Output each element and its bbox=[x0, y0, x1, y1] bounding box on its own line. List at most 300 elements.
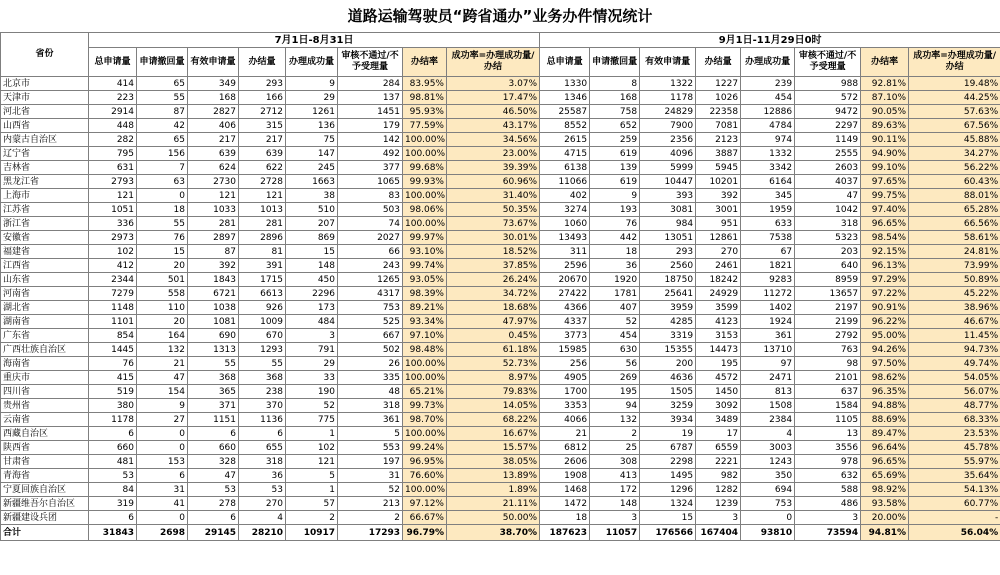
value-cell: 1013 bbox=[239, 203, 286, 217]
value-cell: 652 bbox=[590, 119, 640, 133]
value-cell: 97.22% bbox=[861, 287, 909, 301]
column-header: 办结量 bbox=[696, 48, 741, 77]
value-cell: 96.35% bbox=[861, 385, 909, 399]
province-cell: 山东省 bbox=[1, 273, 89, 287]
value-cell: 4905 bbox=[540, 371, 590, 385]
value-cell: 775 bbox=[286, 413, 338, 427]
value-cell: 753 bbox=[338, 301, 403, 315]
value-cell: 84 bbox=[89, 483, 137, 497]
value-cell: 5999 bbox=[640, 161, 696, 175]
value-cell: 11066 bbox=[540, 175, 590, 189]
table-row bbox=[1, 287, 1000, 301]
province-cell: 广东省 bbox=[1, 329, 89, 343]
value-cell: 4784 bbox=[741, 119, 795, 133]
table-row bbox=[1, 371, 1000, 385]
value-cell: 13710 bbox=[741, 343, 795, 357]
value-cell: 2199 bbox=[795, 315, 861, 329]
table-row bbox=[1, 441, 1000, 455]
value-cell: 41 bbox=[137, 497, 188, 511]
value-cell: 6 bbox=[89, 511, 137, 525]
value-cell: 501 bbox=[137, 273, 188, 287]
value-cell: 137 bbox=[338, 91, 403, 105]
value-cell: 100.00% bbox=[403, 217, 447, 231]
value-cell: 0 bbox=[137, 441, 188, 455]
column-header: 有效申请量 bbox=[640, 48, 696, 77]
value-cell: 31.40% bbox=[447, 189, 540, 203]
value-cell: 869 bbox=[286, 231, 338, 245]
value-cell: 18 bbox=[590, 245, 640, 259]
value-cell: 660 bbox=[188, 441, 239, 455]
value-cell: 3274 bbox=[540, 203, 590, 217]
value-cell: 371 bbox=[188, 399, 239, 413]
value-cell: 121 bbox=[89, 189, 137, 203]
value-cell: 100.00% bbox=[403, 371, 447, 385]
value-cell: 47 bbox=[137, 371, 188, 385]
value-cell: 50.00% bbox=[447, 511, 540, 525]
table-row bbox=[1, 343, 1000, 357]
value-cell: 46.50% bbox=[447, 105, 540, 119]
province-cell: 西藏自治区 bbox=[1, 427, 89, 441]
value-cell: 4096 bbox=[640, 147, 696, 161]
province-cell: 江西省 bbox=[1, 259, 89, 273]
value-cell: 281 bbox=[239, 217, 286, 231]
value-cell: 315 bbox=[239, 119, 286, 133]
value-cell: 361 bbox=[338, 413, 403, 427]
value-cell: 660 bbox=[89, 441, 137, 455]
value-cell: 195 bbox=[696, 357, 741, 371]
value-cell: 1584 bbox=[795, 399, 861, 413]
value-cell: 11272 bbox=[741, 287, 795, 301]
column-header: 办结量 bbox=[239, 48, 286, 77]
value-cell: 619 bbox=[590, 175, 640, 189]
column-header: 办结率 bbox=[403, 48, 447, 77]
value-cell: 640 bbox=[795, 259, 861, 273]
value-cell: 65.28% bbox=[909, 203, 1000, 217]
column-header: 申请撤回量 bbox=[590, 48, 640, 77]
value-cell: 1060 bbox=[540, 217, 590, 231]
value-cell: 10917 bbox=[286, 525, 338, 541]
value-cell: 4 bbox=[239, 511, 286, 525]
value-cell: 3342 bbox=[741, 161, 795, 175]
value-cell: 2298 bbox=[640, 455, 696, 469]
value-cell: 97.40% bbox=[861, 203, 909, 217]
value-cell: 6721 bbox=[188, 287, 239, 301]
value-cell: 18242 bbox=[696, 273, 741, 287]
province-cell: 吉林省 bbox=[1, 161, 89, 175]
value-cell: 25587 bbox=[540, 105, 590, 119]
value-cell: 87.10% bbox=[861, 91, 909, 105]
value-cell: 77.59% bbox=[403, 119, 447, 133]
value-cell: 203 bbox=[795, 245, 861, 259]
value-cell: 27422 bbox=[540, 287, 590, 301]
value-cell: 813 bbox=[741, 385, 795, 399]
value-cell: 988 bbox=[795, 77, 861, 91]
value-cell: 238 bbox=[239, 385, 286, 399]
column-header: 审核不通过/不予受理量 bbox=[338, 48, 403, 77]
value-cell: 31 bbox=[137, 483, 188, 497]
value-cell: 318 bbox=[239, 455, 286, 469]
value-cell: 187623 bbox=[540, 525, 590, 541]
value-cell: 73.99% bbox=[909, 259, 1000, 273]
value-cell: 2197 bbox=[795, 301, 861, 315]
province-cell: 黑龙江省 bbox=[1, 175, 89, 189]
value-cell: 4066 bbox=[540, 413, 590, 427]
value-cell: 92.81% bbox=[861, 77, 909, 91]
table-row bbox=[1, 259, 1000, 273]
value-cell: 502 bbox=[338, 343, 403, 357]
value-cell: 38.05% bbox=[447, 455, 540, 469]
value-cell: 7538 bbox=[741, 231, 795, 245]
value-cell: 3599 bbox=[696, 301, 741, 315]
value-cell: 96.64% bbox=[861, 441, 909, 455]
value-cell: 1402 bbox=[741, 301, 795, 315]
value-cell: 96.65% bbox=[861, 217, 909, 231]
value-cell: 20670 bbox=[540, 273, 590, 287]
value-cell: 667 bbox=[338, 329, 403, 343]
value-cell: 450 bbox=[286, 273, 338, 287]
value-cell: 96.95% bbox=[403, 455, 447, 469]
value-cell: 402 bbox=[540, 189, 590, 203]
value-cell: 2728 bbox=[239, 175, 286, 189]
value-cell: 318 bbox=[795, 217, 861, 231]
value-cell: 335 bbox=[338, 371, 403, 385]
value-cell: 12861 bbox=[696, 231, 741, 245]
value-cell: 93.10% bbox=[403, 245, 447, 259]
value-cell: 148 bbox=[286, 259, 338, 273]
value-cell: 2793 bbox=[89, 175, 137, 189]
value-cell: 96.13% bbox=[861, 259, 909, 273]
table-row bbox=[1, 91, 1000, 105]
value-cell: 53 bbox=[239, 483, 286, 497]
value-cell: 630 bbox=[590, 343, 640, 357]
value-cell: 2356 bbox=[640, 133, 696, 147]
value-cell: 1843 bbox=[188, 273, 239, 287]
value-cell: 67.56% bbox=[909, 119, 1000, 133]
value-cell: 50.89% bbox=[909, 273, 1000, 287]
value-cell: 164 bbox=[137, 329, 188, 343]
value-cell: 2792 bbox=[795, 329, 861, 343]
value-cell: 223 bbox=[89, 91, 137, 105]
value-cell: 20.00% bbox=[861, 511, 909, 525]
value-cell: 1038 bbox=[188, 301, 239, 315]
value-cell: 90.05% bbox=[861, 105, 909, 119]
value-cell: 293 bbox=[640, 245, 696, 259]
value-cell: 66 bbox=[338, 245, 403, 259]
value-cell: 6 bbox=[188, 427, 239, 441]
value-cell: 1065 bbox=[338, 175, 403, 189]
table-row bbox=[1, 301, 1000, 315]
value-cell: 93.58% bbox=[861, 497, 909, 511]
value-cell: 13493 bbox=[540, 231, 590, 245]
value-cell: 19.48% bbox=[909, 77, 1000, 91]
province-cell: 江苏省 bbox=[1, 203, 89, 217]
value-cell: 3773 bbox=[540, 329, 590, 343]
table-row bbox=[1, 231, 1000, 245]
value-cell: 1151 bbox=[188, 413, 239, 427]
table-row bbox=[1, 399, 1000, 413]
value-cell: 65 bbox=[137, 133, 188, 147]
value-cell: 23.00% bbox=[447, 147, 540, 161]
value-cell: 7081 bbox=[696, 119, 741, 133]
value-cell: 245 bbox=[286, 161, 338, 175]
value-cell: 978 bbox=[795, 455, 861, 469]
page-title: 道路运输驾驶员“跨省通办”业务办件情况统计 bbox=[347, 7, 653, 25]
value-cell: 56 bbox=[590, 357, 640, 371]
value-cell: 2698 bbox=[137, 525, 188, 541]
value-cell: 951 bbox=[696, 217, 741, 231]
value-cell: 73.67% bbox=[447, 217, 540, 231]
value-cell: 46.67% bbox=[909, 315, 1000, 329]
value-cell: 1495 bbox=[640, 469, 696, 483]
value-cell: 99.73% bbox=[403, 399, 447, 413]
value-cell: 974 bbox=[741, 133, 795, 147]
table-row bbox=[1, 119, 1000, 133]
value-cell: 193 bbox=[590, 203, 640, 217]
value-cell: 519 bbox=[89, 385, 137, 399]
value-cell: - bbox=[909, 511, 1000, 525]
value-cell: 68.33% bbox=[909, 413, 1000, 427]
value-cell: 2221 bbox=[696, 455, 741, 469]
value-cell: 99.74% bbox=[403, 259, 447, 273]
value-cell: 97.50% bbox=[861, 357, 909, 371]
column-header: 办理成功量 bbox=[741, 48, 795, 77]
column-header: 办理成功量 bbox=[286, 48, 338, 77]
value-cell: 3489 bbox=[696, 413, 741, 427]
value-cell: 3 bbox=[590, 511, 640, 525]
value-cell: 639 bbox=[239, 147, 286, 161]
value-cell: 1026 bbox=[696, 91, 741, 105]
value-cell: 622 bbox=[239, 161, 286, 175]
value-cell: 98 bbox=[795, 357, 861, 371]
value-cell: 318 bbox=[338, 399, 403, 413]
value-cell: 15985 bbox=[540, 343, 590, 357]
value-cell: 60.43% bbox=[909, 175, 1000, 189]
value-cell: 3887 bbox=[696, 147, 741, 161]
value-cell: 97.29% bbox=[861, 273, 909, 287]
value-cell: 1332 bbox=[741, 147, 795, 161]
value-cell: 1959 bbox=[741, 203, 795, 217]
value-cell: 448 bbox=[89, 119, 137, 133]
value-cell: 1 bbox=[286, 427, 338, 441]
value-cell: 179 bbox=[338, 119, 403, 133]
value-cell: 207 bbox=[286, 217, 338, 231]
value-cell: 1136 bbox=[239, 413, 286, 427]
value-cell: 89.21% bbox=[403, 301, 447, 315]
value-cell: 24929 bbox=[696, 287, 741, 301]
value-cell: 2596 bbox=[540, 259, 590, 273]
value-cell: 763 bbox=[795, 343, 861, 357]
value-cell: 45.78% bbox=[909, 441, 1000, 455]
value-cell: 368 bbox=[188, 371, 239, 385]
value-cell: 1468 bbox=[540, 483, 590, 497]
value-cell: 1239 bbox=[696, 497, 741, 511]
value-cell: 2606 bbox=[540, 455, 590, 469]
value-cell: 15355 bbox=[640, 343, 696, 357]
value-cell: 632 bbox=[795, 469, 861, 483]
value-cell: 4337 bbox=[540, 315, 590, 329]
value-cell: 47 bbox=[795, 189, 861, 203]
value-cell: 345 bbox=[741, 189, 795, 203]
value-cell: 9 bbox=[137, 399, 188, 413]
province-cell: 贵州省 bbox=[1, 399, 89, 413]
value-cell: 3959 bbox=[640, 301, 696, 315]
value-cell: 90.11% bbox=[861, 133, 909, 147]
value-cell: 982 bbox=[696, 469, 741, 483]
value-cell: 121 bbox=[286, 455, 338, 469]
value-cell: 1663 bbox=[286, 175, 338, 189]
value-cell: 97.12% bbox=[403, 497, 447, 511]
value-cell: 55 bbox=[239, 357, 286, 371]
value-cell: 3 bbox=[696, 511, 741, 525]
table-row bbox=[1, 483, 1000, 497]
value-cell: 57 bbox=[286, 497, 338, 511]
value-cell: 20 bbox=[137, 315, 188, 329]
value-cell: 572 bbox=[795, 91, 861, 105]
value-cell: 11057 bbox=[590, 525, 640, 541]
value-cell: 414 bbox=[89, 77, 137, 91]
value-cell: 172 bbox=[590, 483, 640, 497]
table-row bbox=[1, 273, 1000, 287]
value-cell: 1051 bbox=[89, 203, 137, 217]
value-cell: 0 bbox=[137, 427, 188, 441]
province-cell: 合计 bbox=[1, 525, 89, 541]
column-header: 成功率=办理成功量/办结 bbox=[909, 48, 1000, 77]
value-cell: 67 bbox=[741, 245, 795, 259]
value-cell: 13051 bbox=[640, 231, 696, 245]
value-cell: 1346 bbox=[540, 91, 590, 105]
value-cell: 454 bbox=[590, 329, 640, 343]
value-cell: 99.24% bbox=[403, 441, 447, 455]
value-cell: 65 bbox=[137, 77, 188, 91]
value-cell: 1105 bbox=[795, 413, 861, 427]
value-cell: 8959 bbox=[795, 273, 861, 287]
value-cell: 2027 bbox=[338, 231, 403, 245]
value-cell: 6812 bbox=[540, 441, 590, 455]
value-cell: 45.22% bbox=[909, 287, 1000, 301]
value-cell: 18 bbox=[540, 511, 590, 525]
value-cell: 99.68% bbox=[403, 161, 447, 175]
value-cell: 3092 bbox=[696, 399, 741, 413]
value-cell: 55 bbox=[188, 357, 239, 371]
value-cell: 96.79% bbox=[403, 525, 447, 541]
value-cell: 2560 bbox=[640, 259, 696, 273]
table-row bbox=[1, 217, 1000, 231]
value-cell: 33 bbox=[286, 371, 338, 385]
value-cell: 21.11% bbox=[447, 497, 540, 511]
value-cell: 1261 bbox=[286, 105, 338, 119]
value-cell: 17293 bbox=[338, 525, 403, 541]
value-cell: 1324 bbox=[640, 497, 696, 511]
value-cell: 633 bbox=[741, 217, 795, 231]
table-row bbox=[1, 497, 1000, 511]
province-cell: 宁夏回族自治区 bbox=[1, 483, 89, 497]
value-cell: 1101 bbox=[89, 315, 137, 329]
province-cell: 陕西省 bbox=[1, 441, 89, 455]
value-cell: 99.93% bbox=[403, 175, 447, 189]
value-cell: 6164 bbox=[741, 175, 795, 189]
value-cell: 670 bbox=[239, 329, 286, 343]
value-cell: 1 bbox=[286, 483, 338, 497]
value-cell: 9472 bbox=[795, 105, 861, 119]
value-cell: 2712 bbox=[239, 105, 286, 119]
value-cell: 14473 bbox=[696, 343, 741, 357]
value-cell: 55.97% bbox=[909, 455, 1000, 469]
value-cell: 94.90% bbox=[861, 147, 909, 161]
value-cell: 655 bbox=[239, 441, 286, 455]
column-header: 审核不通过/不予受理量 bbox=[795, 48, 861, 77]
table-row bbox=[1, 329, 1000, 343]
value-cell: 1505 bbox=[640, 385, 696, 399]
value-cell: 269 bbox=[590, 371, 640, 385]
value-cell: 43.17% bbox=[447, 119, 540, 133]
value-cell: 102 bbox=[89, 245, 137, 259]
value-cell: 2555 bbox=[795, 147, 861, 161]
value-cell: 0.45% bbox=[447, 329, 540, 343]
value-cell: 4636 bbox=[640, 371, 696, 385]
value-cell: 94.81% bbox=[861, 525, 909, 541]
value-cell: 94 bbox=[590, 399, 640, 413]
value-cell: 5945 bbox=[696, 161, 741, 175]
value-cell: 2 bbox=[286, 511, 338, 525]
value-cell: 217 bbox=[239, 133, 286, 147]
value-cell: 10201 bbox=[696, 175, 741, 189]
value-cell: 98.48% bbox=[403, 343, 447, 357]
value-cell: 55 bbox=[137, 217, 188, 231]
value-cell: 36 bbox=[590, 259, 640, 273]
value-cell: 52.73% bbox=[447, 357, 540, 371]
value-cell: 89.47% bbox=[861, 427, 909, 441]
value-cell: 100.00% bbox=[403, 427, 447, 441]
value-cell: 481 bbox=[89, 455, 137, 469]
table-row bbox=[1, 413, 1000, 427]
value-cell: 75 bbox=[286, 133, 338, 147]
value-cell: 2973 bbox=[89, 231, 137, 245]
value-cell: 10447 bbox=[640, 175, 696, 189]
value-cell: 8.97% bbox=[447, 371, 540, 385]
value-cell: 293 bbox=[239, 77, 286, 91]
value-cell: 57.63% bbox=[909, 105, 1000, 119]
value-cell: 49.74% bbox=[909, 357, 1000, 371]
province-cell: 海南省 bbox=[1, 357, 89, 371]
value-cell: 97 bbox=[741, 357, 795, 371]
table-row bbox=[1, 469, 1000, 483]
value-cell: 42 bbox=[137, 119, 188, 133]
value-cell: 1042 bbox=[795, 203, 861, 217]
value-cell: 168 bbox=[590, 91, 640, 105]
value-cell: 31843 bbox=[89, 525, 137, 541]
value-cell: 25 bbox=[590, 441, 640, 455]
value-cell: 281 bbox=[188, 217, 239, 231]
value-cell: 213 bbox=[338, 497, 403, 511]
province-cell: 山西省 bbox=[1, 119, 89, 133]
value-cell: 98.70% bbox=[403, 413, 447, 427]
value-cell: 377 bbox=[338, 161, 403, 175]
value-cell: 282 bbox=[89, 133, 137, 147]
value-cell: 370 bbox=[239, 399, 286, 413]
value-cell: 88.69% bbox=[861, 413, 909, 427]
table-row bbox=[1, 147, 1000, 161]
value-cell: 3.07% bbox=[447, 77, 540, 91]
value-cell: 2730 bbox=[188, 175, 239, 189]
value-cell: 454 bbox=[741, 91, 795, 105]
value-cell: 503 bbox=[338, 203, 403, 217]
value-cell: 1445 bbox=[89, 343, 137, 357]
value-cell: 20 bbox=[137, 259, 188, 273]
value-cell: 18750 bbox=[640, 273, 696, 287]
value-cell: 311 bbox=[540, 245, 590, 259]
value-cell: 29145 bbox=[188, 525, 239, 541]
value-cell: 94.73% bbox=[909, 343, 1000, 357]
